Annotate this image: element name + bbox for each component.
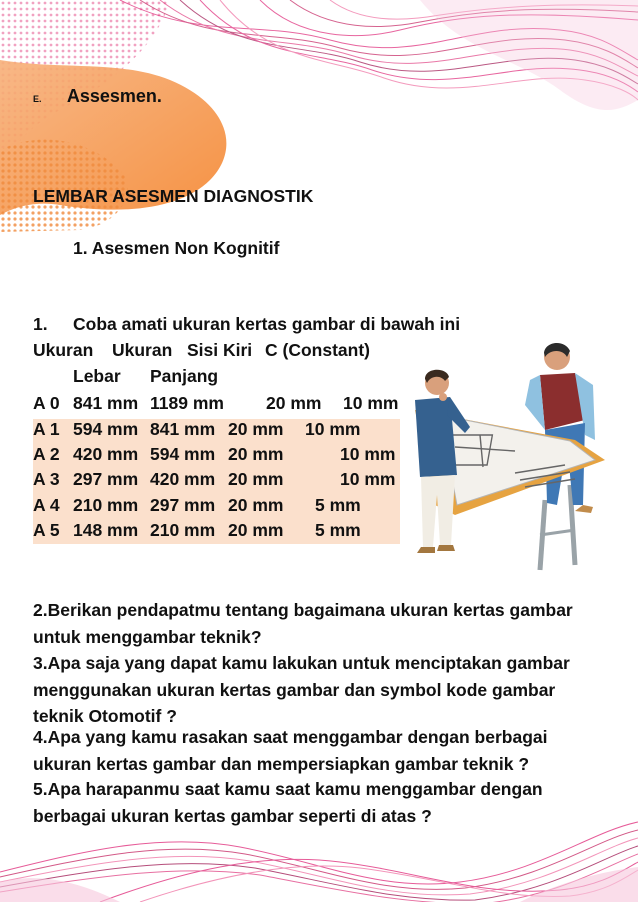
cell-left: 20 mm	[228, 469, 284, 489]
question-1-text: Coba amati ukuran kertas gambar di bawah ini	[73, 314, 461, 334]
cell-length: 594 mm	[150, 444, 216, 464]
header-cell: Ukuran	[112, 340, 173, 360]
cell-length: 297 mm	[150, 495, 216, 515]
header-cell: Ukuran	[33, 340, 94, 360]
cell-left: 20 mm	[228, 495, 284, 515]
cell-width: 297 mm	[73, 469, 139, 489]
cell-c: 10 mm	[340, 469, 396, 489]
section-title: Assesmen.	[66, 86, 162, 106]
cell-left: 20 mm	[228, 419, 284, 439]
cell-width: 420 mm	[73, 444, 139, 464]
cell-c: 5 mm	[315, 495, 361, 515]
cell-length: 210 mm	[150, 520, 216, 540]
cell-length: 420 mm	[150, 469, 216, 489]
cell-width: 148 mm	[73, 520, 139, 540]
cell-size: A 4	[33, 495, 60, 515]
header-cell: C (Constant)	[265, 340, 370, 360]
question-3: 3.Apa saja yang dapat kamu lakukan untuk menciptakan gambar menggunakan ukuran kertas gambar dan symbol kode gambar teknik Otomotif ?	[33, 653, 570, 726]
question-2: 2.Berikan pendapatmu tentang bagaimana ukuran kertas gambar untuk menggambar teknik?	[33, 600, 573, 647]
cell-left: 20 mm	[266, 393, 322, 413]
cell-size: A 5	[33, 520, 60, 540]
cell-left: 20 mm	[228, 520, 284, 540]
question-4: 4.Apa yang kamu rasakan saat menggambar dengan berbagai ukuran kertas gambar dan mempersiapkan gambar teknik ?	[33, 727, 548, 774]
cell-c: 10 mm	[340, 444, 396, 464]
cell-size: A 2	[33, 444, 60, 464]
question-1-number: 1.	[33, 314, 48, 334]
cell-left: 20 mm	[228, 444, 284, 464]
drafting-illustration	[395, 335, 620, 575]
cell-c: 10 mm	[343, 393, 399, 413]
cell-length: 841 mm	[150, 419, 216, 439]
cell-width: 210 mm	[73, 495, 139, 515]
header-cell: Sisi Kiri	[187, 340, 253, 360]
header-cell: Panjang	[150, 366, 219, 386]
cell-size: A 1	[33, 419, 60, 439]
cell-width: 594 mm	[73, 419, 139, 439]
cell-size: A 0	[33, 393, 60, 413]
cell-length: 1189 mm	[150, 393, 224, 413]
sheet-title: LEMBAR ASESMEN DIAGNOSTIK	[33, 186, 314, 206]
question-5: 5.Apa harapanmu saat kamu saat kamu menggambar dengan berbagai ukuran kertas gambar seperti di atas ?	[33, 779, 543, 826]
header-cell: Lebar	[73, 366, 121, 386]
cell-width: 841 mm	[73, 393, 139, 413]
cell-c: 10 mm	[305, 419, 361, 439]
cell-size: A 3	[33, 469, 60, 489]
cell-c: 5 mm	[315, 520, 361, 540]
subsection-title: 1. Asesmen Non Kognitif	[73, 238, 280, 258]
section-marker: E.	[33, 94, 42, 104]
